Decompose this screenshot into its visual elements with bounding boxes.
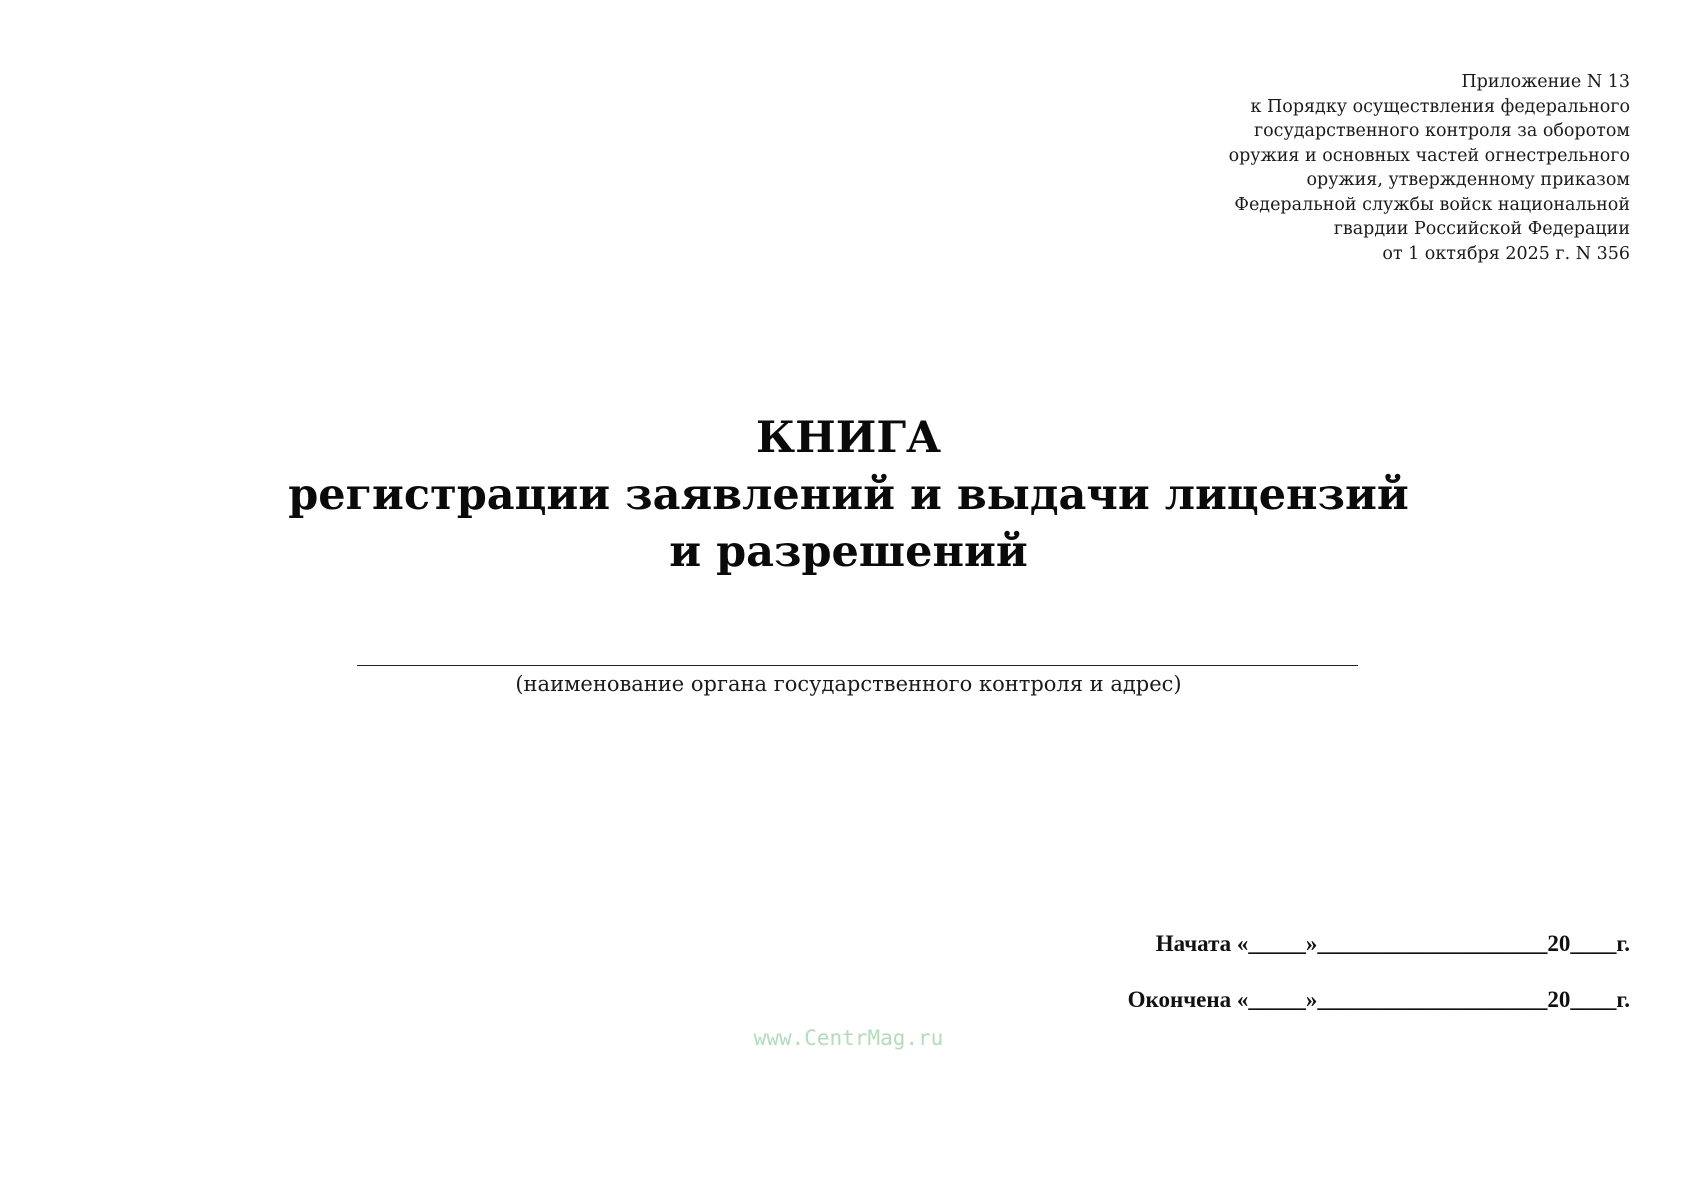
appendix-line: государственного контроля за оборотом xyxy=(1253,121,1630,141)
appendix-line: Приложение N 13 xyxy=(1461,72,1630,92)
appendix-line: от 1 октября 2025 г. N 356 xyxy=(1382,243,1630,264)
org-name-underline xyxy=(357,665,1358,666)
end-date-line: Окончена «_____»____________________20____г. xyxy=(1127,987,1630,1012)
appendix-line: оружия, утвержденному приказом xyxy=(1306,170,1630,190)
start-date-line: Начата «_____»____________________20____г. xyxy=(1155,931,1630,956)
appendix-line: оружия и основных частей огнестрельного xyxy=(1228,145,1630,166)
appendix-line: гвардии Российской Федерации xyxy=(1333,219,1630,239)
appendix-header xyxy=(1070,70,1630,266)
title-line-2: регистрации заявлений и выдачи лицензий xyxy=(288,470,1409,520)
appendix-line: к Порядку осуществления федерального xyxy=(1250,96,1630,117)
watermark-text: www.CentrMag.ru xyxy=(753,1026,944,1050)
title-line-1: КНИГА xyxy=(755,413,942,463)
document-title xyxy=(0,410,1697,581)
org-name-caption: (наименование органа государственного контроля и адрес) xyxy=(515,672,1182,696)
title-line-3: и разрешений xyxy=(669,527,1028,577)
appendix-line: Федеральной службы войск национальной xyxy=(1234,194,1630,215)
